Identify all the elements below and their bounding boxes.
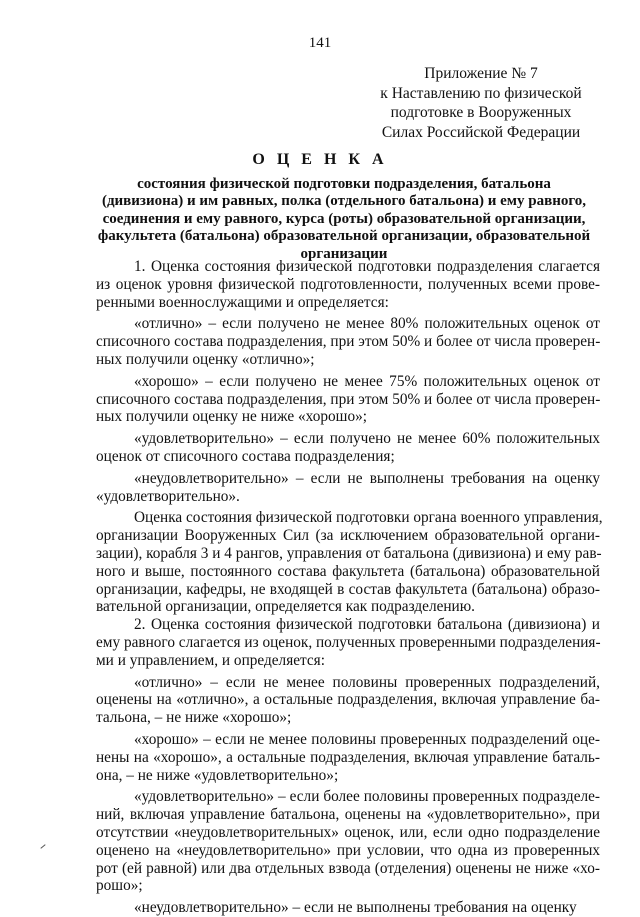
paragraph-line: «неудовлетворительно» – если не выполнены требования на оценку [134, 899, 577, 917]
paragraph-line: рошо»; [96, 877, 143, 895]
scan-mark [40, 844, 45, 849]
paragraph-line: вательной организации, определяется как подразделению. [96, 598, 475, 616]
page-number: 141 [308, 35, 332, 51]
paragraph-line: ных получили оценку не ниже «хорошо»; [96, 408, 368, 426]
document-subtitle [88, 176, 600, 263]
paragraph-line: оценок от списочного состава подразделения; [96, 447, 395, 465]
paragraph-line: из оценок уровня физической подготовленности, полученных всеми прове- [96, 275, 600, 293]
paragraph [96, 470, 600, 506]
paragraph [96, 616, 600, 669]
paragraph [96, 509, 603, 616]
paragraph-line: 1. Оценка состояния физической подготовки подразделения слагается [134, 258, 600, 275]
paragraph-line: списочного состава подразделения, при этом 50% и более от числа проверен- [96, 333, 601, 351]
paragraph-line: отсутствии «неудовлетворительных» оценок, или, если одно подразделение [96, 823, 600, 841]
paragraph-line: «неудовлетворительно» – если не выполнены требования на оценку [134, 469, 600, 487]
appendix-line: к Наставлению по физической [380, 84, 582, 102]
paragraph [96, 674, 600, 727]
paragraph [96, 258, 600, 311]
paragraph-line: организации Вооруженных Сил (за исключением образовательной органи- [96, 527, 600, 545]
paragraph-line: «удовлетворительно» – если более половины проверенных подразделе- [134, 788, 600, 806]
paragraph [96, 788, 600, 895]
paragraph-line: «отлично» – если не менее половины проверенных подразделений, [134, 673, 600, 691]
paragraph-line: Оценка состояния физической подготовки органа военного управления, [134, 509, 603, 527]
subtitle-line: соединения и ему равного, курса (роты) образовательной организации, [102, 210, 586, 227]
paragraph-line: оценено на «неудовлетворительно» при условии, что одна из проверенных [96, 841, 600, 859]
subtitle-line: состояния физической подготовки подразделения, батальона [137, 176, 551, 192]
paragraph-line: ренными военнослужащими и определяется: [96, 293, 389, 311]
paragraph-line: «хорошо» – если получено не менее 75% положительных оценок от [134, 372, 600, 390]
appendix-line: Силах Российской Федерации [381, 123, 581, 141]
paragraph-line: «хорошо» – если не менее половины проверенных подразделений оце- [134, 730, 600, 748]
paragraph-line: 2. Оценка состояния физической подготовки батальона (дивизиона) и [134, 616, 600, 634]
subtitle-line: организации [300, 245, 388, 262]
subtitle-line: факультета (батальона) образовательной организации, образовательной [97, 228, 591, 245]
paragraph-line: ных получили оценку «отлично»; [96, 350, 315, 368]
paragraph-line: ему равного слагается из оценок, полученных проверенными подразделения- [96, 633, 601, 651]
paragraph [96, 899, 600, 917]
document-body [96, 258, 603, 917]
appendix-line: подготовке в Вооруженных [390, 104, 572, 121]
appendix-line: Приложение № 7 [424, 65, 538, 82]
paragraph-line: «отлично» – если получено не менее 80% положительных оценок от [134, 315, 600, 333]
paragraph [96, 315, 600, 368]
paragraph [96, 430, 600, 466]
paragraph-line: организации, кафедры, не входящей в состав факультета (батальона) образо- [96, 580, 600, 598]
appendix-header [376, 64, 586, 142]
paragraph-line: «удовлетворительно». [96, 487, 240, 505]
paragraph-line: списочного состава подразделения, при этом 50% и более от числа проверен- [96, 390, 601, 408]
document-title: О Ц Е Н К А [252, 151, 388, 168]
paragraph-line: «удовлетворительно» – если получено не менее 60% положительных [134, 430, 600, 448]
paragraph-line: оценены на «отлично», а остальные подразделения, включая управление ба- [96, 691, 600, 709]
paragraph [96, 731, 600, 784]
paragraph [96, 373, 600, 426]
paragraph-line: ний, включая управление батальона, оценены на «удовлетворительно», при [96, 806, 600, 824]
paragraph-line: нены на «хорошо», а остальные подразделения, включая управление баталь- [96, 748, 600, 766]
paragraph-line: тальона, – не ниже «хорошо»; [96, 709, 292, 727]
paragraph-line: рот (ей равной) или два отдельных взвода (отделения) оценены не ниже «хо- [96, 859, 600, 877]
paragraph-line: ного и выше, постоянного состава факультета (батальона) образовательной [96, 562, 600, 580]
paragraph-line: ми и управлением, и определяется: [96, 651, 325, 669]
paragraph-line: зации), корабля 3 и 4 рангов, управления от батальона (дивизиона) и ему рав- [96, 544, 602, 562]
paragraph-line: она, – не ниже «удовлетворительно»; [96, 766, 339, 784]
subtitle-line: (дивизиона) и им равных, полка (отдельного батальона) и ему равного, [101, 193, 587, 210]
